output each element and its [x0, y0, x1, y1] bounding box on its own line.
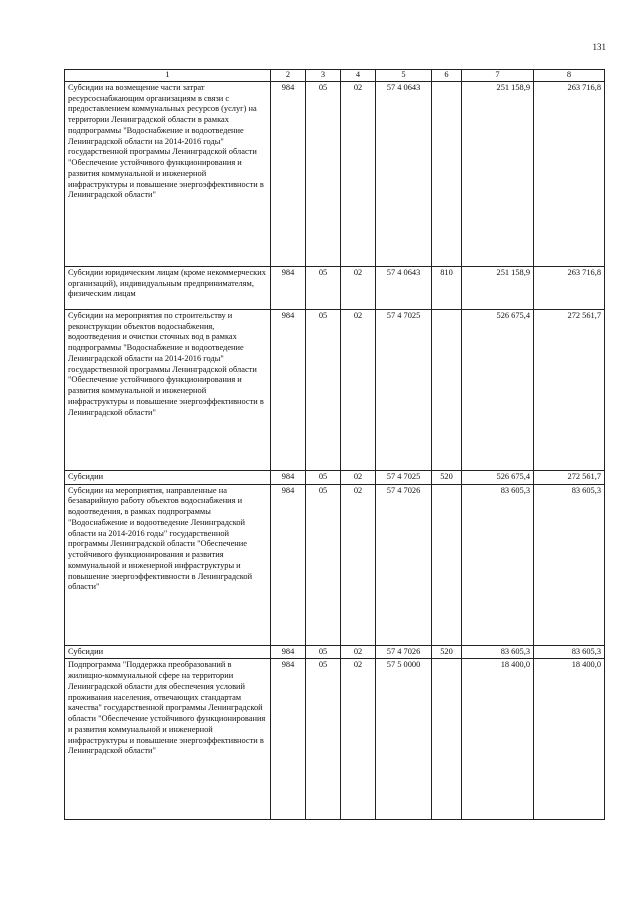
- page-number: 131: [592, 42, 606, 52]
- cell-expense-type: [432, 484, 462, 645]
- cell-target-code: 57 4 0643: [376, 266, 432, 309]
- column-header: 2: [271, 70, 306, 82]
- cell-target-code: 57 4 7026: [376, 645, 432, 659]
- row-name: Субсидии юридическим лицам (кроме некоммерческих организаций), индивидуальным предпринимателям, физическим лицам: [65, 266, 271, 309]
- cell-amount-year2: 263 716,8: [534, 81, 605, 266]
- table-row: [65, 309, 605, 470]
- cell-subsection: 02: [341, 470, 376, 484]
- row-name: Субсидии на мероприятия, направленные на безаварийную работу объектов водоснабжения и водоотведения, в рамках подпрограммы "Водоснабжение и водоотведение Ленинградской области на 2014-2016 годы" государственной программы Ленинградской области "Обеспечение устойчивого функционирования и развития коммунальной и инженерной инфраструктуры и повышение энергоэффективности в Ленинградской области": [65, 484, 271, 645]
- column-header: 8: [534, 70, 605, 82]
- cell-admin-code: 984: [271, 659, 306, 820]
- column-header: 1: [65, 70, 271, 82]
- cell-expense-type: [432, 309, 462, 470]
- cell-amount-year1: 83 605,3: [462, 645, 534, 659]
- cell-amount-year1: 526 675,4: [462, 309, 534, 470]
- header-row: [65, 70, 605, 82]
- table-row: [65, 659, 605, 820]
- cell-target-code: 57 4 7026: [376, 484, 432, 645]
- cell-section: 05: [306, 81, 341, 266]
- column-header: 7: [462, 70, 534, 82]
- cell-section: 05: [306, 484, 341, 645]
- cell-expense-type: 810: [432, 266, 462, 309]
- cell-amount-year1: 251 158,9: [462, 266, 534, 309]
- cell-target-code: 57 5 0000: [376, 659, 432, 820]
- cell-target-code: 57 4 7025: [376, 309, 432, 470]
- column-header: 5: [376, 70, 432, 82]
- row-name: Субсидии на возмещение части затрат ресурсоснабжающим организациям в связи с предоставлением коммунальных ресурсов (услуг) на территории Ленинградской области в рамках подпрограммы "Водоснабжение и водоотведение Ленинградской области на 2014-2016 годы" государственной программы Ленинградской области "Обеспечение устойчивого функционирования и развития коммунальной и инженерной инфраструктуры и повышение энергоэффективности в Ленинградской области": [65, 81, 271, 266]
- cell-amount-year1: 83 605,3: [462, 484, 534, 645]
- column-header: 6: [432, 70, 462, 82]
- cell-expense-type: 520: [432, 470, 462, 484]
- row-name: Субсидии: [65, 645, 271, 659]
- cell-amount-year2: 83 605,3: [534, 484, 605, 645]
- cell-amount-year2: 83 605,3: [534, 645, 605, 659]
- cell-amount-year2: 263 716,8: [534, 266, 605, 309]
- cell-section: 05: [306, 266, 341, 309]
- cell-expense-type: 520: [432, 645, 462, 659]
- cell-amount-year1: 251 158,9: [462, 81, 534, 266]
- row-name: Подпрограмма "Поддержка преобразований в жилищно-коммунальной сфере на территории Ленинградской области для обеспечения условий проживания населения, отвечающих стандартам качества" государственной программы Ленинградской области "Обеспечение устойчивого функционирования и развития коммунальной и инженерной инфраструктуры и повышение энергоэффективности в Ленинградской области": [65, 659, 271, 820]
- cell-admin-code: 984: [271, 470, 306, 484]
- cell-target-code: 57 4 0643: [376, 81, 432, 266]
- table-row: [65, 81, 605, 266]
- cell-target-code: 57 4 7025: [376, 470, 432, 484]
- cell-admin-code: 984: [271, 81, 306, 266]
- table-row: [65, 470, 605, 484]
- cell-admin-code: 984: [271, 309, 306, 470]
- table-row: [65, 645, 605, 659]
- cell-subsection: 02: [341, 309, 376, 470]
- cell-subsection: 02: [341, 484, 376, 645]
- cell-section: 05: [306, 645, 341, 659]
- cell-amount-year1: 18 400,0: [462, 659, 534, 820]
- table-row: [65, 484, 605, 645]
- budget-table: [64, 69, 605, 820]
- cell-amount-year2: 272 561,7: [534, 309, 605, 470]
- cell-subsection: 02: [341, 645, 376, 659]
- cell-section: 05: [306, 470, 341, 484]
- cell-expense-type: [432, 659, 462, 820]
- cell-amount-year2: 18 400,0: [534, 659, 605, 820]
- cell-admin-code: 984: [271, 645, 306, 659]
- cell-section: 05: [306, 659, 341, 820]
- cell-amount-year2: 272 561,7: [534, 470, 605, 484]
- cell-amount-year1: 526 675,4: [462, 470, 534, 484]
- cell-subsection: 02: [341, 81, 376, 266]
- cell-admin-code: 984: [271, 484, 306, 645]
- cell-subsection: 02: [341, 266, 376, 309]
- cell-section: 05: [306, 309, 341, 470]
- cell-subsection: 02: [341, 659, 376, 820]
- row-name: Субсидии на мероприятия по строительству и реконструкции объектов водоснабжения, водоотведения и очистки сточных вод в рамках подпрограммы "Водоснабжение и водоотведение Ленинградской области на 2014-2016 годы" государственной программы Ленинградской области "Обеспечение устойчивого функционирования и развития коммунальной и инженерной инфраструктуры и повышение энергоэффективности в Ленинградской области": [65, 309, 271, 470]
- cell-admin-code: 984: [271, 266, 306, 309]
- column-header: 4: [341, 70, 376, 82]
- column-header: 3: [306, 70, 341, 82]
- table-row: [65, 266, 605, 309]
- cell-expense-type: [432, 81, 462, 266]
- row-name: Субсидии: [65, 470, 271, 484]
